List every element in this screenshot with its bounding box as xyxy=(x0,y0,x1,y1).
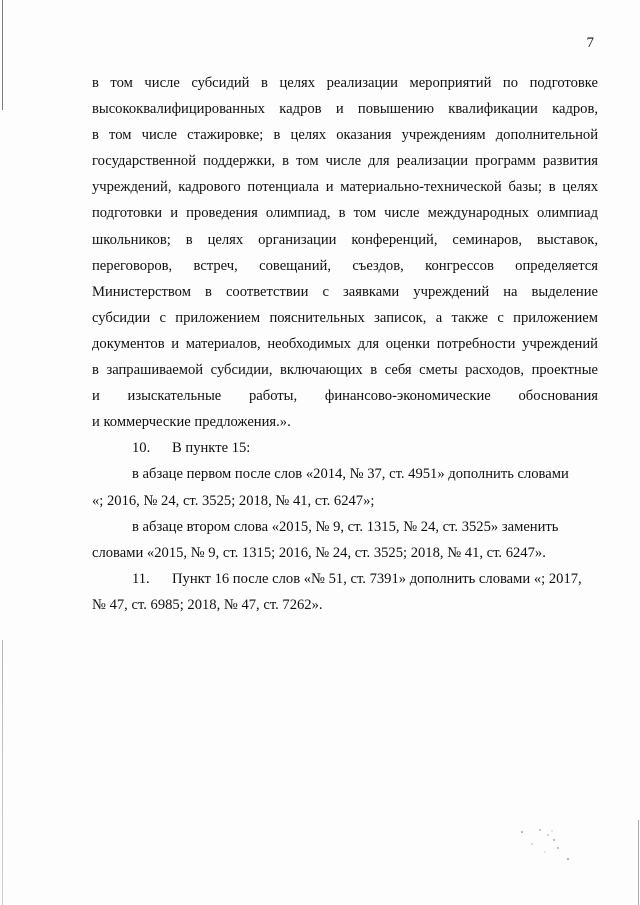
text-line: Министерством в соответствии с заявками учреждений на выделение xyxy=(92,283,598,300)
page-number: 7 xyxy=(586,35,594,51)
text-line: и изыскательные работы, финансово-экономические обоснования xyxy=(92,388,598,405)
item-number: 10. xyxy=(132,440,151,457)
text-line: в том числе субсидий в целях реализации мероприятий по подготовке xyxy=(92,75,598,91)
text-line: в запрашиваемой субсидии, включающих в себя сметы расходов, проектные xyxy=(92,362,598,379)
item-11-heading xyxy=(92,566,598,592)
text-line: документов и материалов, необходимых для оценки потребности учреждений xyxy=(92,335,598,352)
text-line: субсидии с приложением пояснительных записок, а также с приложением xyxy=(92,309,598,326)
text-line: и коммерческие предложения.». xyxy=(92,414,291,431)
scan-edge xyxy=(638,820,639,905)
item-10-heading xyxy=(92,435,598,461)
scan-noise xyxy=(510,826,580,866)
text-line: подготовки и проведения олимпиад, в том числе международных олимпиад xyxy=(92,205,598,222)
text-line: государственной поддержки, в том числе для реализации программ развития xyxy=(92,153,598,170)
text-line: высококвалифицированных кадров и повышению квалификации кадров, xyxy=(92,101,598,118)
text-line: словами «2015, № 9, ст. 1315; 2016, № 24, ст. 3525; 2018, № 41, ст. 6247». xyxy=(92,544,546,561)
text-line: школьников; в целях организации конференций, семинаров, выставок, xyxy=(92,231,598,248)
item-number: 11. xyxy=(132,570,150,587)
text-line: в том числе стажировке; в целях оказания учреждениям дополнительной xyxy=(92,127,598,144)
item-text: Пункт 16 после слов «№ 51, ст. 7391» дополнить словами «; 2017, xyxy=(172,570,582,587)
item-text: В пункте 15: xyxy=(172,440,251,457)
document-body xyxy=(92,70,598,618)
text-line: переговоров, встреч, совещаний, съездов, конгрессов определяется xyxy=(92,257,598,274)
text-line: в абзаце первом после слов «2014, № 37, ст. 4951» дополнить словами xyxy=(132,466,569,483)
scan-edge xyxy=(2,0,3,905)
text-line: в абзаце втором слова «2015, № 9, ст. 1315, № 24, ст. 3525» заменить xyxy=(132,518,559,535)
text-line: «; 2016, № 24, ст. 3525; 2018, № 41, ст. 6247»; xyxy=(92,492,375,509)
text-line: учреждений, кадрового потенциала и материально-технической базы; в целях xyxy=(92,179,598,196)
text-line: № 47, ст. 6985; 2018, № 47, ст. 7262». xyxy=(92,596,323,613)
